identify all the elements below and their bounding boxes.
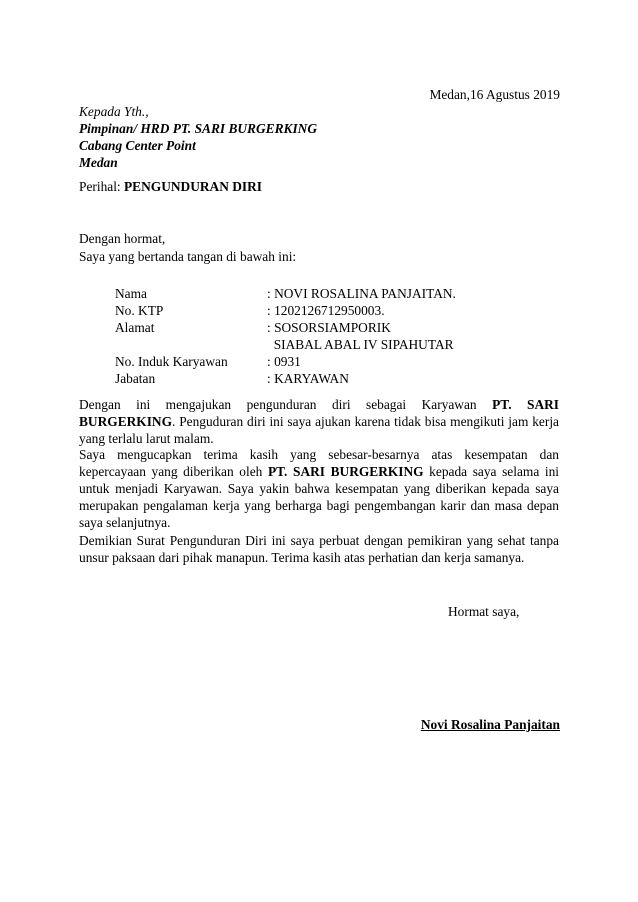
company-name: PT. SARI BURGERKING (267, 464, 424, 479)
identity-row-ktp (115, 302, 456, 319)
identity-row-employee-id (115, 353, 456, 370)
recipient-branch: Cabang Center Point (79, 138, 196, 153)
paragraph-resignation: Dengan ini mengajukan pengunduran diri sebagai Karyawan PT. SARI BURGERKING. Penguduran diri ini saya ajukan karena tidak bisa mengikuti jam kerja yang terlalu larut malam. (79, 397, 559, 446)
subject-label: Perihal: (79, 179, 124, 194)
subject-value: PENGUNDURAN DIRI (124, 179, 262, 194)
address-label: Alamat (115, 320, 155, 335)
ktp-label: No. KTP (115, 303, 164, 318)
name-value: : NOVI ROSALINA PANJAITAN. (267, 286, 456, 301)
paragraph-thanks: Saya mengucapkan terima kasih yang sebesar-besarnya atas kesempatan dan kepercayaan yang diberikan oleh PT. SARI BURGERKING kepada saya selama ini untuk menjadi Karyawan. Saya yakin bahwa kesempatan yang diberikan kepada saya merupakan pengalaman kerja yang berharga bagi pengembangan karir dan masa depan saya selanjutnya. (79, 447, 559, 530)
paragraph-closing: Demikian Surat Pengunduran Diri ini saya perbuat dengan pemikiran yang sehat tanpa unsur paksaan dari pihak manapun. Terima kasih atas perhatian dan kerja samanya. (79, 533, 559, 565)
identity-row-position (115, 370, 456, 387)
employee-id-value: : 0931 (267, 354, 301, 369)
identity-row-name (115, 285, 456, 302)
address-value-line2: SIABAL ABAL IV SIPAHUTAR (273, 337, 454, 352)
employee-id-label: No. Induk Karyawan (115, 354, 228, 369)
greeting: Dengan hormat, (79, 231, 166, 246)
address-value-line1: : SOSORSIAMPORIK (267, 320, 391, 335)
identity-row-address (115, 319, 456, 336)
recipient-city: Medan (79, 155, 118, 170)
name-label: Nama (115, 286, 147, 301)
identity-row-address-cont (115, 336, 456, 353)
letter-date: Medan,16 Agustus 2019 (429, 87, 560, 102)
intro-line: Saya yang bertanda tangan di bawah ini: (79, 249, 297, 264)
recipient-position: Pimpinan/ HRD PT. SARI BURGERKING (79, 121, 317, 136)
signature-name: Novi Rosalina Panjaitan (420, 717, 560, 732)
recipient-salutation: Kepada Yth., (79, 104, 149, 119)
company-name: PT. SARI BURGERKING (79, 397, 559, 429)
closing-salutation: Hormat saya, (448, 604, 520, 619)
ktp-value: : 1202126712950003. (267, 303, 385, 318)
position-label: Jabatan (115, 371, 156, 386)
subject-line (79, 178, 262, 195)
recipient-block (79, 103, 317, 171)
identity-table (115, 285, 456, 387)
position-value: : KARYAWAN (267, 371, 349, 386)
